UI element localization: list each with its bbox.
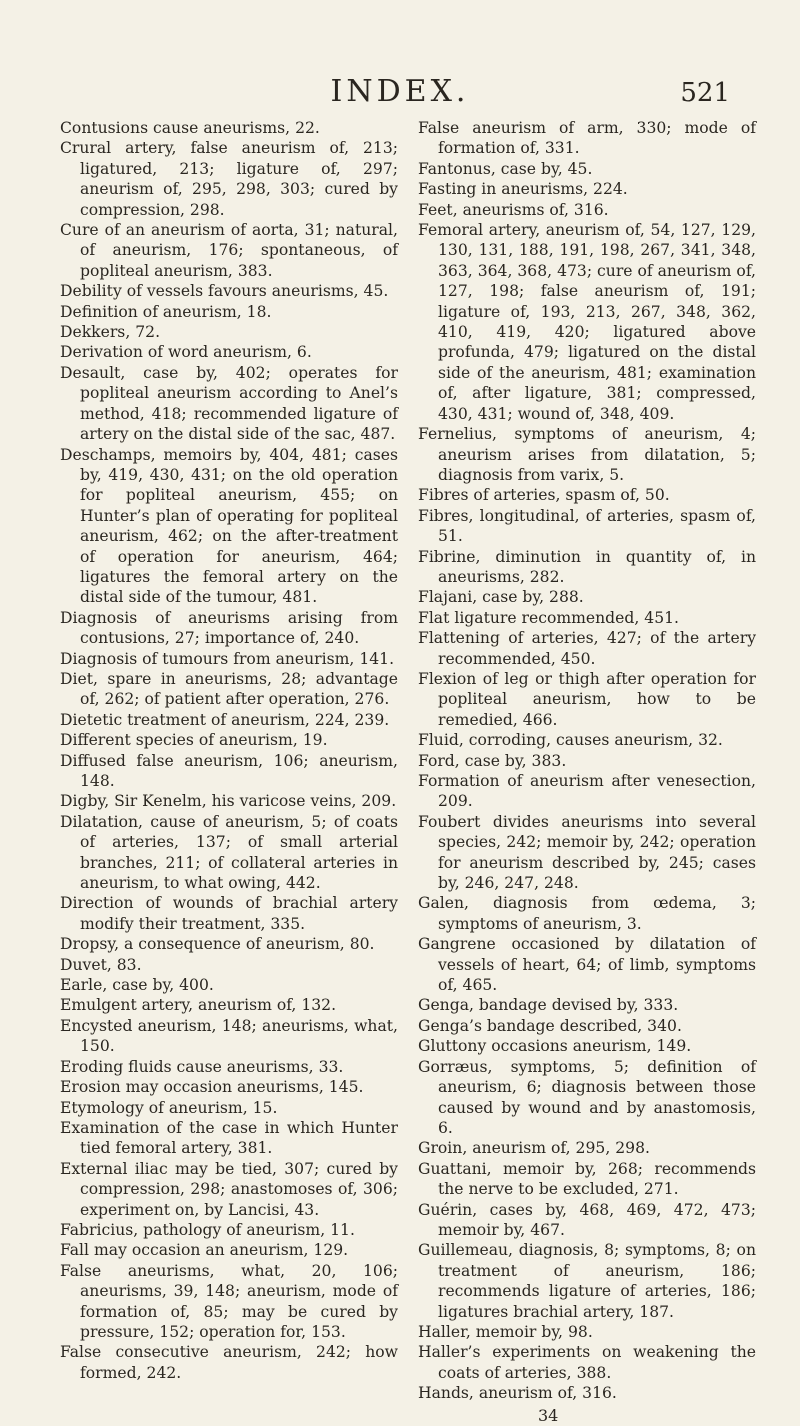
index-entry: Dekkers, 72. (60, 323, 161, 342)
index-entry: Debility of vessels favours aneurisms, 45. (60, 282, 389, 301)
index-entry: Fibres, longitudinal, of arteries, spasm of, 51. (418, 506, 756, 546)
index-entry: False aneurism of arm, 330; mode of formation of, 331. (418, 119, 756, 158)
index-entry: Galen, diagnosis from œdema, 3; symptoms of aneurism, 3. (418, 894, 756, 933)
index-entry: Eroding fluids cause aneurisms, 33. (60, 1057, 344, 1076)
index-entry: Etymology of aneurism, 15. (60, 1098, 278, 1117)
index-entry: False consecutive aneurism, 242; how formed, 242. (60, 1343, 398, 1382)
index-entry: Flajani, case by, 288. (418, 588, 584, 607)
index-entry: Ford, case by, 383. (418, 751, 567, 770)
index-entry: Emulgent artery, aneurism of, 132. (60, 996, 337, 1015)
index-entry: Fantonus, case by, 45. (418, 159, 593, 178)
index-entry: Cure of an aneurism of aorta, 31; natural, of aneurism, 176; spontaneous, of popliteal aneurism, 383. (60, 221, 398, 280)
index-entry: Flexion of leg or thigh after operation for popliteal aneurism, how to be remedied, 466. (418, 669, 756, 729)
index-entry: Guillemeau, diagnosis, 8; symptoms, 8; on treatment of aneurism, 186; recommends ligature of arteries, 186; ligatures brachial artery, 187. (418, 1241, 756, 1321)
right-column (418, 118, 756, 1426)
index-entry: Digby, Sir Kenelm, his varicose veins, 209. (60, 792, 397, 811)
index-entry: Flat ligature recommended, 451. (418, 608, 680, 627)
index-entry: Genga, bandage devised by, 333. (418, 996, 679, 1015)
index-entry: Derivation of word aneurism, 6. (60, 343, 312, 362)
index-entry: Diagnosis of aneurisms arising from contusions, 27; importance of, 240. (60, 608, 398, 648)
index-entry: Fall may occasion an aneurism, 129. (60, 1241, 349, 1260)
index-entry: Fluid, corroding, causes aneurism, 32. (418, 731, 723, 750)
index-entry: Desault, case by, 402; operates for popliteal aneurism according to Anel’s method, 418; recommended ligature of artery on the distal side of the sac, 487. (60, 363, 398, 444)
index-entry: Dropsy, a consequence of aneurism, 80. (60, 935, 375, 954)
page-number: 521 (680, 78, 730, 108)
index-entry: Examination of the case in which Hunter tied femoral artery, 381. (60, 1118, 398, 1158)
index-entry: Gorræus, symptoms, 5; definition of aneurism, 6; diagnosis between those caused by wound and by anastomosis, 6. (418, 1057, 756, 1137)
index-entry: Femoral artery, aneurism of, 54, 127, 129, 130, 131, 188, 191, 198, 267, 341, 348, 363, 364, 368, 473; cure of aneurism of, 127, 198; false aneurism of, 191; ligature of, 193, 213, 267, 348, 362, 410, 419, 420; ligatured above profunda, 479; ligatured on the distal side of the aneurism, 481; examination of, after ligature, 381; compressed, 430, 431; wound of, 348, 409. (418, 221, 756, 423)
index-entry: Diet, spare in aneurisms, 28; advantage of, 262; of patient after operation, 276. (60, 669, 398, 709)
signature-mark: 34 (538, 1405, 559, 1425)
index-entry: Diffused false aneurism, 106; aneurism, 148. (60, 751, 398, 790)
index-entry: Dietetic treatment of aneurism, 224, 239. (60, 710, 390, 729)
index-entry: Fernelius, symptoms of aneurism, 4; aneurism arises from dilatation, 5; diagnosis from varix, 5. (418, 425, 756, 484)
index-entry: Contusions cause aneurisms, 22. (60, 119, 320, 137)
index-entry: Definition of aneurism, 18. (60, 302, 272, 321)
index-entry: Duvet, 83. (60, 955, 142, 974)
index-entry: False aneurisms, what, 20, 106; aneurisms, 39, 148; aneurism, mode of formation of, 85; may be cured by pressure, 152; operation for, 153. (60, 1261, 398, 1341)
page-header (0, 70, 800, 114)
index-entry: Flattening of arteries, 427; of the artery recommended, 450. (418, 629, 756, 668)
index-entry: Dilatation, cause of aneurism, 5; of coats of arteries, 137; of small arterial branches, 211; of collateral arteries in aneurism, to what owing, 442. (60, 812, 398, 893)
index-entry: Fibrine, diminution in quantity of, in aneurisms, 282. (418, 547, 756, 586)
index-entry: Genga’s bandage described, 340. (418, 1016, 682, 1035)
index-entry: Direction of wounds of brachial artery modify their treatment, 335. (60, 894, 398, 933)
index-entry: Gluttony occasions aneurism, 149. (418, 1037, 692, 1056)
index-entry: Haller’s experiments on weakening the coats of arteries, 388. (418, 1343, 756, 1382)
index-entry: Earle, case by, 400. (60, 976, 214, 995)
index-entry: Gangrene occasioned by dilatation of vessels of heart, 64; of limb, symptoms of, 465. (418, 935, 756, 995)
index-entry: Formation of aneurism after venesection, 209. (418, 772, 756, 811)
index-entry: Encysted aneurism, 148; aneurisms, what, 150. (60, 1016, 398, 1056)
index-entry: Fasting in aneurisms, 224. (418, 180, 628, 199)
index-entry: Haller, memoir by, 98. (418, 1322, 593, 1341)
index-entry: External iliac may be tied, 307; cured by compression, 298; anastomoses of, 306; experiment on, by Lancisi, 43. (60, 1159, 398, 1219)
page-title: INDEX. (330, 74, 470, 109)
index-entry: Feet, aneurisms of, 316. (418, 200, 609, 219)
index-entry: Guérin, cases by, 468, 469, 472, 473; memoir by, 467. (418, 1200, 756, 1239)
index-entry: Different species of aneurism, 19. (60, 731, 328, 750)
index-entry: Deschamps, memoirs by, 404, 481; cases by, 419, 430, 431; on the old operation for popliteal aneurism, 455; on Hunter’s plan of operating for popliteal aneurism, 462; on the after-treatment of operation for aneurism, 464; ligatures the femoral artery on the distal side of the tumour, 481. (60, 445, 398, 607)
index-entry: Erosion may occasion aneurisms, 145. (60, 1078, 364, 1097)
index-entry: Groin, aneurism of, 295, 298. (418, 1139, 650, 1158)
index-entry: Crural artery, false aneurism of, 213; ligatured, 213; ligature of, 297; aneurism of, 295, 298, 303; cured by compression, 298. (60, 139, 398, 219)
index-entry: Guattani, memoir by, 268; recommends the nerve to be excluded, 271. (418, 1159, 756, 1199)
index-entry: Hands, aneurism of, 316. (418, 1384, 617, 1403)
left-column (60, 118, 398, 1383)
index-entry: Diagnosis of tumours from aneurism, 141. (60, 649, 395, 668)
index-entry: Fibres of arteries, spasm of, 50. (418, 486, 670, 505)
index-entry: Fabricius, pathology of aneurism, 11. (60, 1220, 355, 1239)
index-entry: Foubert divides aneurisms into several species, 242; memoir by, 242; operation for aneurism described by, 245; cases by, 246, 247, 248. (418, 812, 756, 893)
